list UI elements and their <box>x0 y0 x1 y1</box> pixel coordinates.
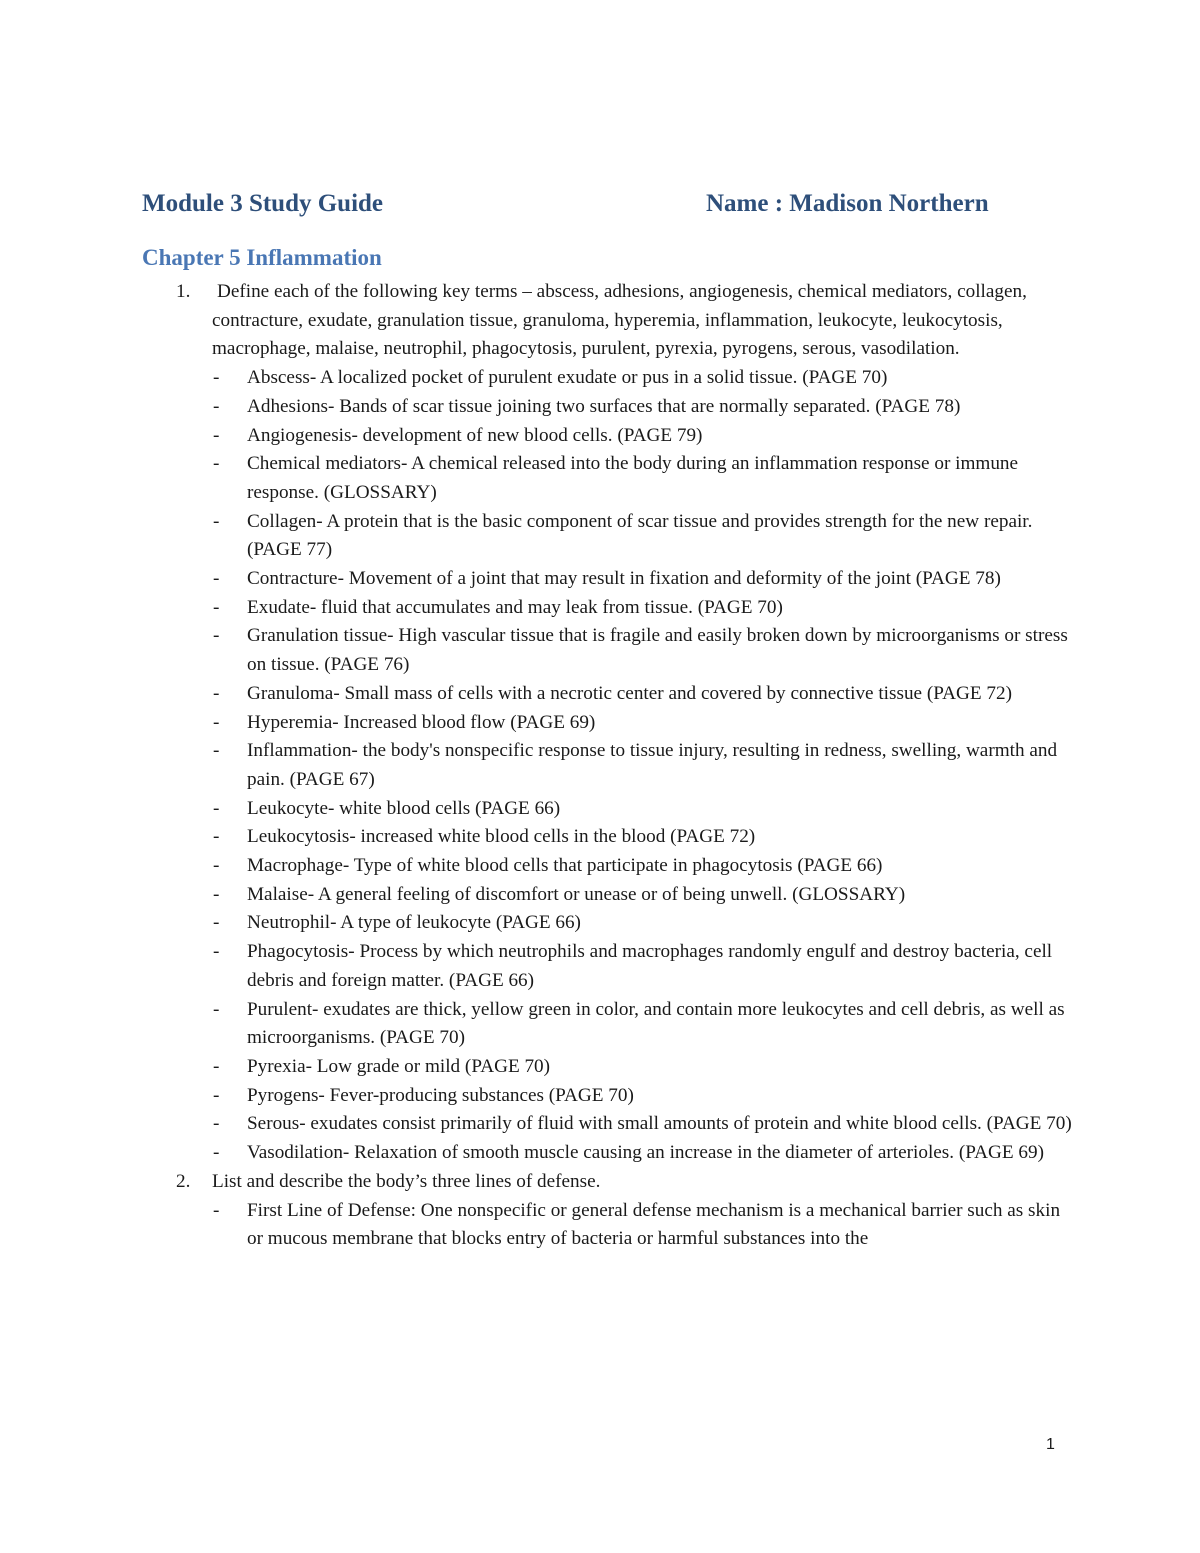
answer-item <box>212 709 1072 738</box>
answer-item <box>212 852 1072 881</box>
answer-item <box>212 823 1072 852</box>
answer-text: Leukocyte- white blood cells (PAGE 66) <box>247 797 561 819</box>
answer-item <box>212 1082 1072 1111</box>
dash-bullet: - <box>213 395 220 417</box>
answer-text: Macrophage- Type of white blood cells that participate in phagocytosis (PAGE 66) <box>247 855 883 877</box>
dash-bullet: - <box>213 1113 220 1135</box>
answer-item <box>212 881 1072 910</box>
answer-item <box>212 1110 1072 1139</box>
dash-bullet: - <box>213 510 220 532</box>
dash-bullet: - <box>213 568 220 590</box>
answer-item <box>212 938 1072 995</box>
dash-bullet: - <box>213 998 220 1020</box>
question-number: 1. <box>176 281 191 302</box>
dash-bullet: - <box>213 625 220 647</box>
answer-item <box>212 1053 1072 1082</box>
question-number: 2. <box>176 1170 191 1192</box>
answer-item <box>212 393 1072 422</box>
answer-text: Purulent- exudates are thick, yellow green in color, and contain more leukocytes and cell debris, as well as microorganisms. (PAGE 70) <box>247 998 1065 1049</box>
answer-item <box>212 450 1072 507</box>
answer-item <box>212 422 1072 451</box>
dash-bullet: - <box>213 453 220 475</box>
question-text: List and describe the body’s three lines of defense. <box>212 1170 601 1192</box>
dash-bullet: - <box>213 740 220 762</box>
answer-list <box>212 364 1072 1168</box>
dash-bullet: - <box>213 1084 220 1106</box>
dash-bullet: - <box>213 596 220 618</box>
answer-item <box>212 909 1072 938</box>
answer-text: Vasodilation- Relaxation of smooth muscle causing an increase in the diameter of arterioles. (PAGE 69) <box>247 1142 1044 1164</box>
answer-text: Inflammation- the body's nonspecific response to tissue injury, resulting in redness, swelling, warmth and pain. (PAGE 67) <box>247 740 1058 790</box>
answer-text: Chemical mediators- A chemical released into the body during an inflammation response or immune response. (GLOSSARY) <box>247 453 1019 503</box>
answer-item <box>212 1197 1072 1254</box>
question-text: Define each of the following key terms – abscess, adhesions, angiogenesis, chemical mediators, collagen, contracture, exudate, granulation tissue, granuloma, hyperemia, inflammation, leukocyte, leukocytosis, macrophage, malaise, neutrophil, phagocytosis, purulent, pyrexia, pyrogens, serous, vasodilation. <box>212 281 1027 360</box>
answer-item <box>212 680 1072 709</box>
document-title: Module 3 Study Guide <box>142 190 384 217</box>
answer-item <box>212 594 1072 623</box>
answer-text: Hyperemia- Increased blood flow (PAGE 69) <box>247 711 596 733</box>
student-name: Name : Madison Northern <box>706 190 989 217</box>
answer-text: Leukocytosis- increased white blood cells in the blood (PAGE 72) <box>247 826 756 848</box>
answer-text: Neutrophil- A type of leukocyte (PAGE 66) <box>247 912 581 934</box>
dash-bullet: - <box>213 797 220 819</box>
dash-bullet: - <box>213 367 220 389</box>
dash-bullet: - <box>213 941 220 963</box>
question-list <box>142 278 1072 1254</box>
answer-text: Malaise- A general feeling of discomfort or unease or of being unwell. (GLOSSARY) <box>247 883 906 905</box>
answer-text: Pyrexia- Low grade or mild (PAGE 70) <box>247 1055 551 1077</box>
answer-item <box>212 508 1072 565</box>
answer-text: Granuloma- Small mass of cells with a necrotic center and covered by connective tissue (PAGE 72) <box>247 682 1012 704</box>
answer-text: Adhesions- Bands of scar tissue joining two surfaces that are normally separated. (PAGE 78) <box>247 395 961 417</box>
dash-bullet: - <box>213 883 220 905</box>
answer-item <box>212 996 1072 1053</box>
document-header <box>142 190 1042 224</box>
answer-text: Contracture- Movement of a joint that may result in fixation and deformity of the joint (PAGE 78) <box>247 568 1001 590</box>
dash-bullet: - <box>213 855 220 877</box>
answer-text: Serous- exudates consist primarily of fluid with small amounts of protein and white blood cells. (PAGE 70) <box>247 1113 1072 1135</box>
dash-bullet: - <box>213 912 220 934</box>
answer-text: Granulation tissue- High vascular tissue that is fragile and easily broken down by microorganisms or stress on tissue. (PAGE 76) <box>247 625 1068 676</box>
dash-bullet: - <box>213 1199 220 1221</box>
answer-item <box>212 364 1072 393</box>
answer-item <box>212 1139 1072 1168</box>
answer-item <box>212 795 1072 824</box>
answer-text: Angiogenesis- development of new blood cells. (PAGE 79) <box>247 424 703 446</box>
dash-bullet: - <box>213 424 220 446</box>
dash-bullet: - <box>213 1055 220 1077</box>
answer-text: Collagen- A protein that is the basic component of scar tissue and provides strength for the new repair. (PAGE 77) <box>247 510 1033 561</box>
answer-list <box>212 1197 1072 1254</box>
answer-text: Exudate- fluid that accumulates and may leak from tissue. (PAGE 70) <box>247 596 783 618</box>
chapter-heading: Chapter 5 Inflammation <box>142 245 382 270</box>
answer-item <box>212 737 1072 794</box>
answer-text: Abscess- A localized pocket of purulent exudate or pus in a solid tissue. (PAGE 70) <box>247 367 888 389</box>
answer-text: Pyrogens- Fever-producing substances (PAGE 70) <box>247 1084 634 1106</box>
page-number: 1 <box>1046 1436 1055 1453</box>
answer-item <box>212 565 1072 594</box>
answer-text: First Line of Defense: One nonspecific or general defense mechanism is a mechanical barrier such as skin or mucous membrane that blocks entry of bacteria or harmful substances into the <box>247 1199 1061 1250</box>
dash-bullet: - <box>213 1142 220 1164</box>
dash-bullet: - <box>213 826 220 848</box>
answer-text: Phagocytosis- Process by which neutrophils and macrophages randomly engulf and destroy bacteria, cell debris and foreign matter. (PAGE 66) <box>247 941 1053 991</box>
question-item <box>142 1168 1072 1254</box>
dash-bullet: - <box>213 711 220 733</box>
dash-bullet: - <box>213 682 220 704</box>
question-item <box>142 278 1072 1168</box>
answer-item <box>212 622 1072 679</box>
